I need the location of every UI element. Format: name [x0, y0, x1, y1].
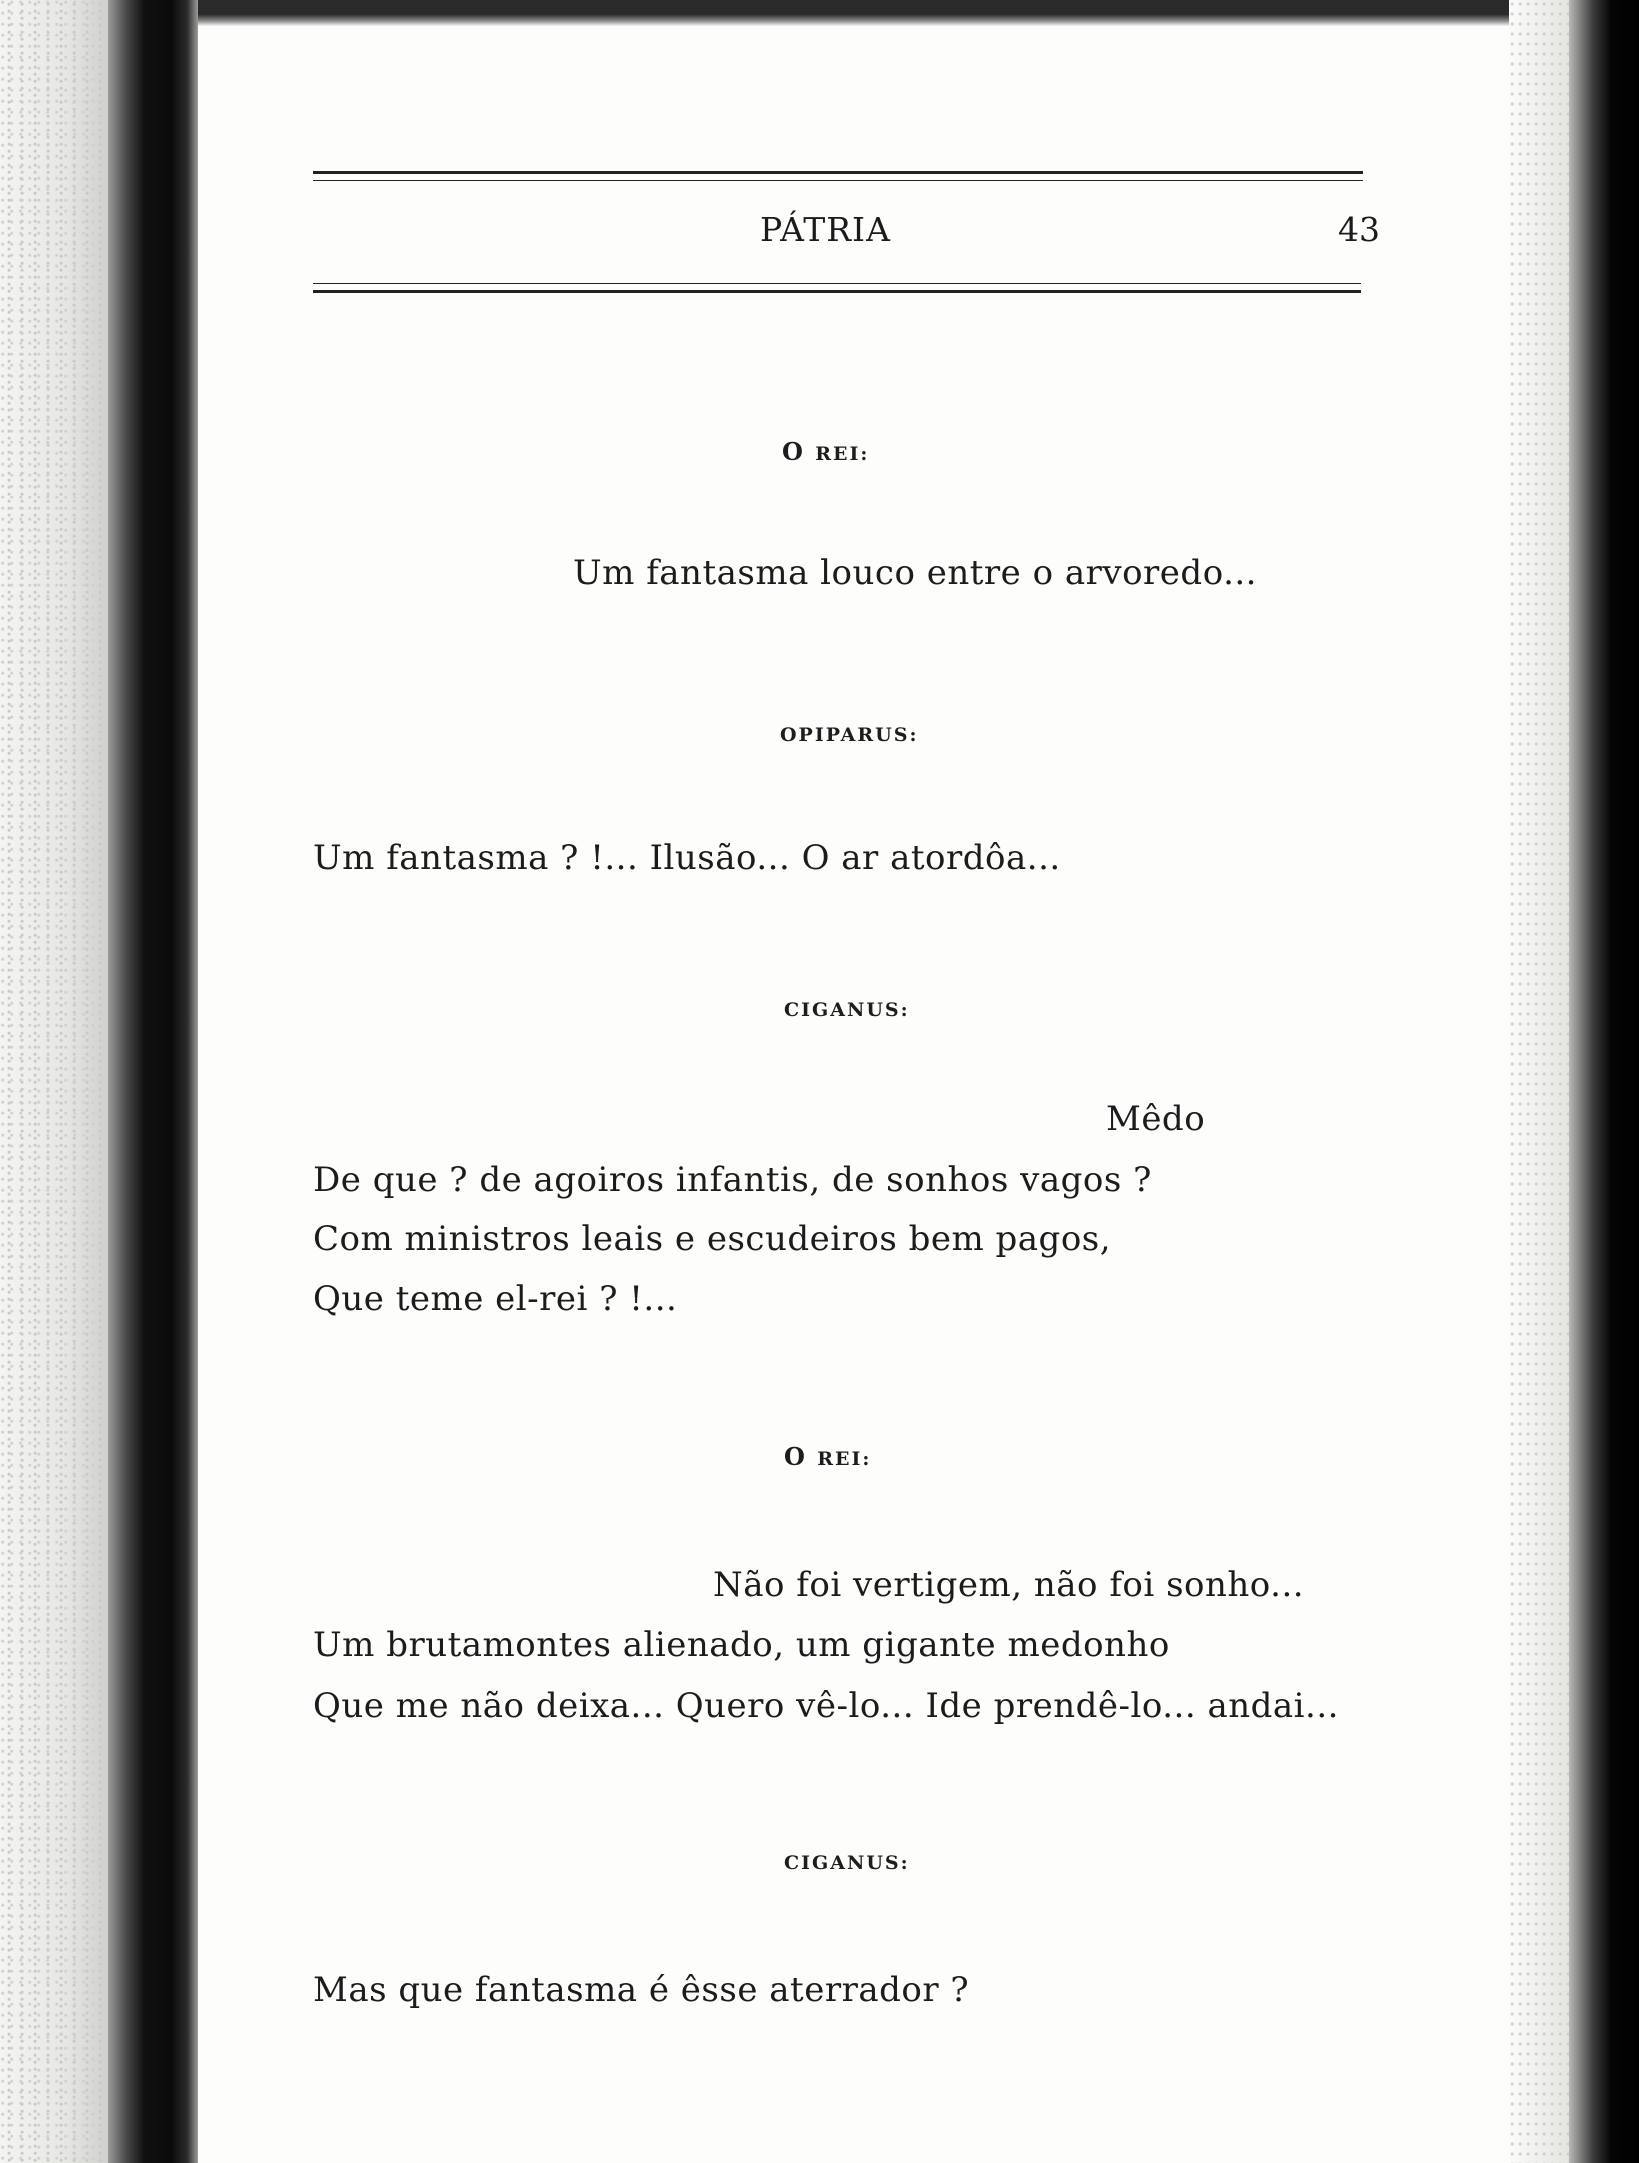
- scan-right-margin: [1509, 0, 1569, 2163]
- header-rule-top-thick: [313, 171, 1363, 174]
- speaker-label: [780, 718, 918, 747]
- verse-line: Um fantasma louco entre o arvoredo...: [573, 553, 1257, 593]
- verse-line: Um brutamontes alienado, um gigante medonho: [313, 1625, 1170, 1665]
- verse-line: Que me não deixa... Quero vê-lo... Ide prendê-lo... andai...: [313, 1686, 1339, 1726]
- speaker-label: [784, 993, 910, 1022]
- speaker-label: [784, 1442, 871, 1471]
- verse-line: De que ? de agoiros infantis, de sonhos vagos ?: [313, 1160, 1152, 1200]
- book-spine-shadow: [108, 0, 198, 2163]
- scan-left-margin: [0, 0, 110, 2163]
- page-number: 43: [1338, 210, 1380, 249]
- verse-line: Mas que fantasma é êsse aterrador ?: [313, 1970, 970, 2010]
- running-title: PÁTRIA: [760, 210, 891, 249]
- verse-line: Com ministros leais e escudeiros bem pagos,: [313, 1219, 1112, 1259]
- verse-line: Que teme el-rei ? !...: [313, 1279, 678, 1319]
- verse-line: Um fantasma ? !... Ilusão... O ar atordôa...: [313, 838, 1061, 878]
- verse-line: Não foi vertigem, não foi sonho...: [713, 1565, 1305, 1605]
- speaker-initial: CIGANUS:: [784, 1852, 910, 1874]
- speaker-initial: OPIPARUS:: [780, 724, 919, 746]
- speaker-initial: CIGANUS:: [784, 999, 910, 1021]
- header-rule-top-thin: [313, 180, 1363, 181]
- speaker-label: [784, 1846, 910, 1875]
- speaker-rest: REI:: [817, 1448, 872, 1470]
- scan-right-edge: [1569, 0, 1639, 2163]
- speaker-rest: REI:: [815, 443, 870, 465]
- speaker-initial: O: [784, 1442, 818, 1471]
- verse-line: Mêdo: [1106, 1099, 1206, 1139]
- header-rule-bottom-thin: [313, 283, 1361, 284]
- header-rule-bottom-thick: [313, 290, 1361, 293]
- speaker-label: [782, 437, 869, 466]
- scan-top-edge: [0, 0, 1639, 26]
- speaker-initial: O: [782, 437, 816, 466]
